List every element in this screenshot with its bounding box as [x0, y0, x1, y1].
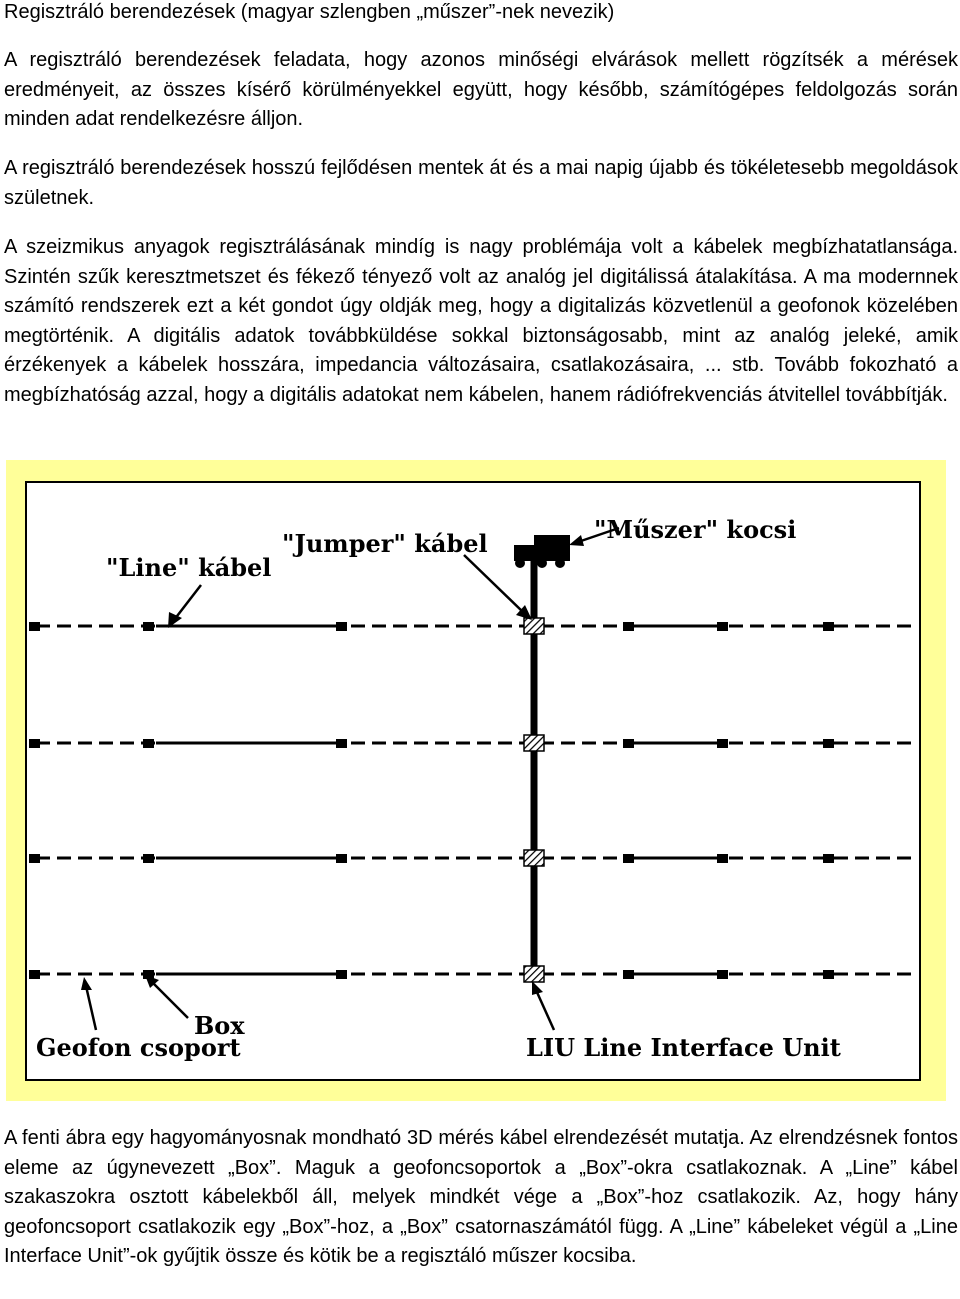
page-title: Regisztráló berendezések (magyar szlengben „műszer”-nek nevezik): [4, 1, 615, 23]
box-icon: [29, 970, 40, 979]
box-icon: [29, 622, 40, 631]
box-icon: [336, 622, 347, 631]
box-icon: [823, 739, 834, 748]
box-icon: [143, 739, 154, 748]
paragraph-cable-reliability: A szeizmikus anyagok regisztrálásának mindíg is nagy problémája volt a kábelek megbízhatatlansága. Szintén szűk keresztmetszet és fékező tényező volt az analóg jel digitálissá átalakítása. A ma modernnek számító rendszerek ezt a két gondot úgy oldják meg, hogy a digitalizás közvetlenül a geofonok közelében megtörténik. A digitális adatok továbbküldése sokkal biztonságosabb, mint az analóg jeleké, amik érzékenyek a kábelek hosszára, impedancia változásaira, csatlakozásaira, ... stb. Tovább fokozható a megbízhatóság azzal, hogy a digitális adatokat nem kábelen, hanem rádiófrekvenciás átvitellel továbbítják.: [4, 236, 958, 406]
box-icon: [143, 622, 154, 631]
box-icon: [717, 854, 728, 863]
liu-hatched-icon: [524, 850, 544, 866]
box-icon: [623, 622, 634, 631]
jumper-cable-label: "Jumper" kábel: [282, 529, 488, 558]
geophone-group-label: Geofon csoport: [36, 1033, 241, 1062]
box-icon: [336, 739, 347, 748]
box-icon: [823, 970, 834, 979]
instrument-truck-label: "Műszer" kocsi: [594, 515, 797, 544]
box-label: Box: [194, 1011, 245, 1040]
box-icon: [336, 970, 347, 979]
box-icon: [623, 970, 634, 979]
box-icon: [29, 739, 40, 748]
cable-layout-figure: [6, 460, 946, 1101]
liu-hatched-icon: [524, 618, 544, 634]
line-cable-label: "Line" kábel: [106, 553, 272, 582]
box-icon: [623, 739, 634, 748]
box-icon: [717, 622, 728, 631]
cable-layout-diagram: [6, 460, 946, 1101]
box-icon: [823, 854, 834, 863]
box-icon: [336, 854, 347, 863]
paragraph-development: A regisztráló berendezések hosszú fejlődésen mentek át és a mai napig újabb és tökéletesebb megoldások születnek.: [4, 157, 958, 209]
box-icon: [623, 854, 634, 863]
box-icon: [29, 854, 40, 863]
liu-label: LIU Line Interface Unit: [526, 1033, 841, 1062]
box-icon: [143, 854, 154, 863]
liu-hatched-icon: [524, 966, 544, 982]
paragraph-figure-description: A fenti ábra egy hagyományosnak mondható 3D mérés kábel elrendezését mutatja. Az elrendzésnek fontos eleme az úgynevezett „Box”. Maguk a geofoncsoportok a „Box”-okra csatlakoznak. A „Line” kábel szakaszokra osztott kábelekből áll, melyek mindkét vége a „Box”-hoz csatlakozik. Az, hogy hány geofoncsoport csatlakozik egy „Box”-hoz, a „Box” csatornaszámától függ. A „Line” kábeleket végül a „Line Interface Unit”-ok gyűjtik össze és kötik be a regisztáló műszer kocsiba.: [4, 1127, 958, 1268]
paragraph-purpose: A regisztráló berendezések feladata, hogy azonos minőségi elvárások mellett rögzítsék a mérések eredményeit, az összes kísérő körülményekkel együtt, hogy később, számítógépes feldolgozás során minden adat rendelkezésre álljon.: [4, 49, 958, 131]
box-icon: [717, 739, 728, 748]
box-icon: [823, 622, 834, 631]
box-icon: [717, 970, 728, 979]
liu-hatched-icon: [524, 735, 544, 751]
